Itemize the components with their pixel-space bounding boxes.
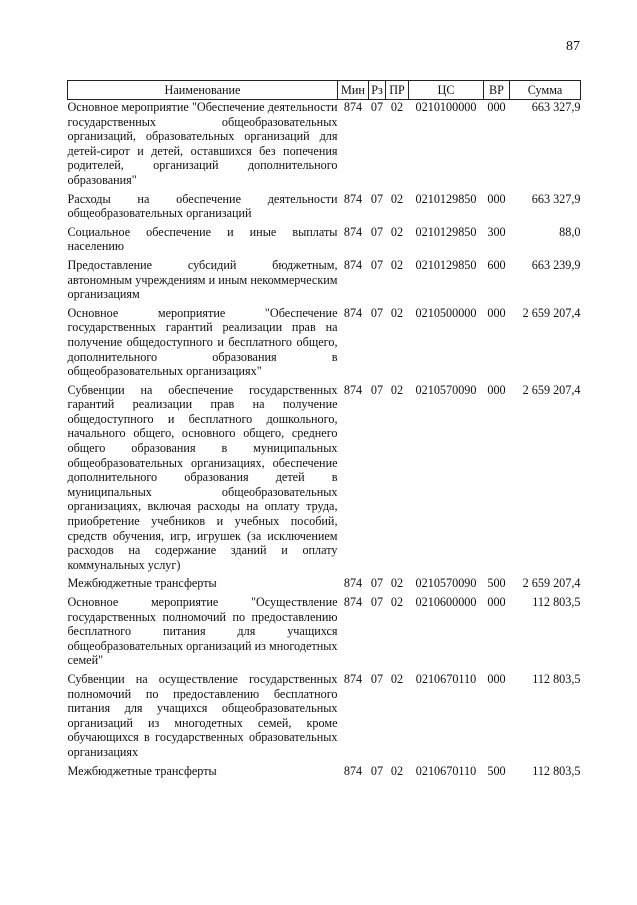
table-row	[68, 100, 581, 192]
row-sum: 2 659 207,4	[522, 576, 581, 591]
row-rz: 07	[370, 191, 384, 206]
row-name: Предоставление субсидий бюджетным, автономным учреждениям и иным некоммерческим организациям	[67, 257, 338, 302]
header-sum: Сумма	[510, 81, 581, 100]
row-min: 874	[343, 257, 363, 272]
row-sum: 112 803,5	[532, 763, 581, 778]
header-min: Мин	[338, 81, 369, 100]
row-name: Субвенции на осуществление государственных полномочий по предоставлению бесплатного питания для учащихся общеобразовательных организаций из многодетных семей, кроме обучающихся в государственных образовательных организациях	[67, 671, 338, 759]
row-cs: 0210670110	[415, 671, 477, 686]
row-cs: 0210600000	[415, 595, 477, 609]
row-vr: 000	[487, 305, 506, 320]
row-sum: 663 327,9	[531, 191, 581, 206]
row-vr: 000	[487, 382, 506, 397]
row-sum: 663 239,9	[531, 257, 581, 272]
row-cs: 0210100000	[415, 100, 477, 114]
row-name: Основное мероприятие "Обеспечение государственных гарантий реализации прав на получение общедоступного и бесплатного общего, дополнительного образования в общеобразовательных организациях"	[67, 305, 338, 379]
row-sum: 663 327,9	[531, 100, 581, 114]
row-pr: 02	[390, 576, 404, 591]
row-rz: 07	[370, 382, 384, 397]
row-rz: 07	[370, 595, 384, 609]
row-cs: 0210129850	[415, 191, 477, 206]
row-vr: 500	[487, 576, 506, 591]
row-sum: 112 803,5	[532, 671, 581, 686]
row-rz: 07	[370, 257, 384, 272]
table-row	[68, 258, 581, 306]
row-pr: 02	[390, 763, 404, 778]
row-min: 874	[343, 763, 363, 778]
row-vr: 500	[487, 763, 506, 778]
row-sum: 2 659 207,4	[522, 382, 581, 397]
row-sum: 88,0	[559, 224, 581, 239]
row-rz: 07	[370, 100, 384, 114]
row-name: Основное мероприятие "Обеспечение деятельности государственных общеобразовательных организаций, образовательных организаций для детей-сирот и детей, оставшихся без попечения родителей, организаций дополнительного образования"	[67, 100, 338, 187]
row-pr: 02	[390, 382, 404, 397]
table-row	[68, 764, 581, 783]
row-rz: 07	[370, 576, 384, 591]
row-pr: 02	[390, 191, 404, 206]
row-sum: 2 659 207,4	[522, 305, 581, 320]
row-pr: 02	[390, 671, 404, 686]
table-row	[68, 306, 581, 383]
row-min: 874	[343, 305, 363, 320]
row-pr: 02	[390, 595, 404, 609]
row-name: Субвенции на обеспечение государственных гарантий реализации прав на получение общедоступного и бесплатного дошкольного, начального общего, основного общего, среднего общего образования в муниципальных общеобразовательных организациях, обеспечение дополнительного образования детей в муниципальных общеобразовательных организациях, включая расходы на оплату труда, приобретение учебников и учебных пособий, средств обучения, игр, игрушек (за исключением расходов на содержание зданий и оплату коммунальных услуг)	[67, 382, 338, 572]
header-name: Наименование	[68, 81, 338, 100]
row-min: 874	[343, 671, 363, 686]
page-number: 87	[566, 39, 580, 54]
row-pr: 02	[390, 257, 404, 272]
table-row	[68, 225, 581, 258]
row-vr: 600	[487, 257, 506, 272]
table-header-row	[68, 81, 581, 100]
row-min: 874	[343, 595, 363, 609]
row-rz: 07	[370, 224, 384, 239]
row-min: 874	[343, 100, 363, 114]
header-pr: ПР	[386, 81, 409, 100]
row-cs: 0210500000	[415, 305, 477, 320]
budget-table	[67, 80, 581, 782]
row-cs: 0210670110	[415, 763, 477, 778]
header-cs: ЦС	[409, 81, 484, 100]
table-row	[68, 192, 581, 225]
row-rz: 07	[370, 305, 384, 320]
row-min: 874	[343, 576, 363, 591]
row-cs: 0210570090	[415, 576, 477, 591]
header-vr: ВР	[484, 81, 510, 100]
row-min: 874	[343, 191, 363, 206]
row-sum: 112 803,5	[532, 595, 581, 609]
table-row	[68, 576, 581, 595]
table-row	[68, 672, 581, 764]
row-vr: 000	[487, 191, 506, 206]
row-cs: 0210129850	[415, 224, 477, 239]
row-pr: 02	[390, 100, 404, 114]
row-name: Межбюджетные трансферты	[67, 763, 217, 778]
row-cs: 0210129850	[415, 257, 477, 272]
row-pr: 02	[390, 305, 404, 320]
row-name: Расходы на обеспечение деятельности общеобразовательных организаций	[67, 191, 338, 221]
row-min: 874	[343, 382, 363, 397]
row-vr: 000	[487, 595, 506, 609]
row-vr: 300	[487, 224, 506, 239]
row-min: 874	[343, 224, 363, 239]
row-name: Социальное обеспечение и иные выплаты населению	[67, 224, 338, 254]
table-row	[68, 595, 581, 672]
row-vr: 000	[487, 671, 506, 686]
table-row	[68, 383, 581, 577]
row-pr: 02	[390, 224, 404, 239]
header-rz: Рз	[369, 81, 386, 100]
row-name: Межбюджетные трансферты	[67, 576, 217, 591]
row-vr: 000	[487, 100, 506, 114]
row-cs: 0210570090	[415, 382, 477, 397]
row-rz: 07	[370, 763, 384, 778]
row-rz: 07	[370, 671, 384, 686]
row-name: Основное мероприятие "Осуществление государственных полномочий по предоставлению бесплатного питания для учащихся общеобразовательных организаций из многодетных семей"	[67, 595, 338, 668]
